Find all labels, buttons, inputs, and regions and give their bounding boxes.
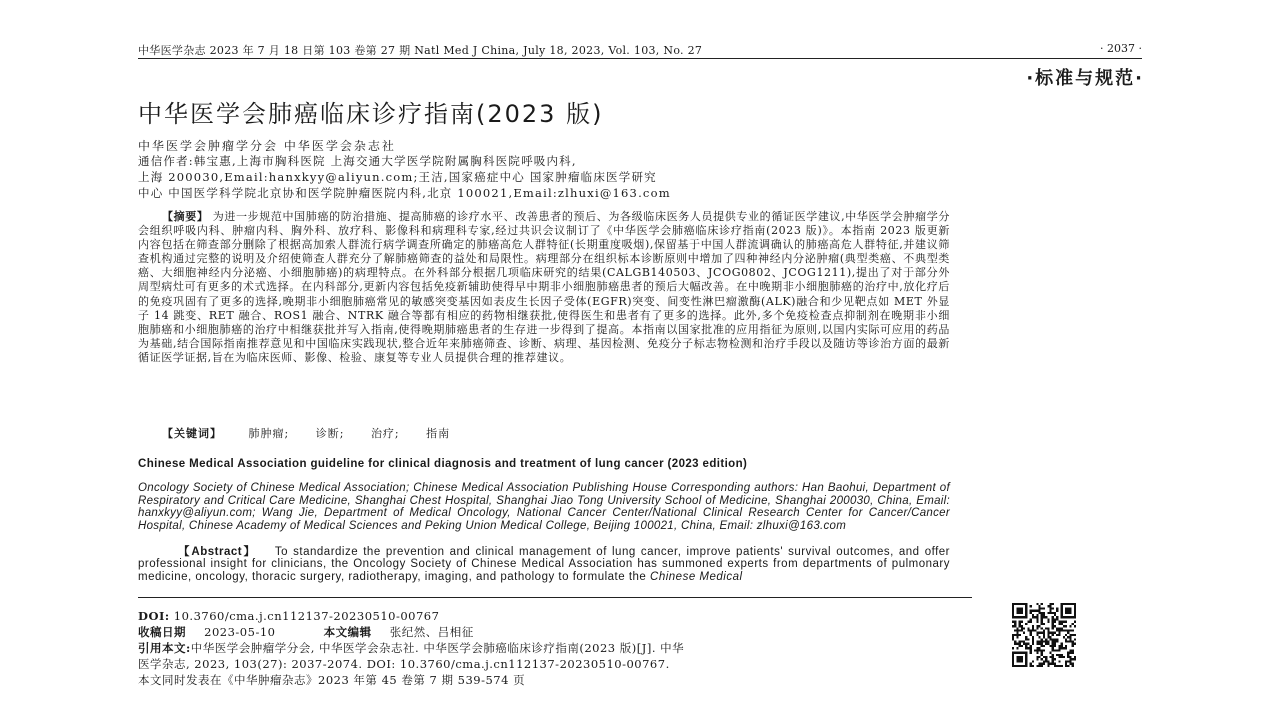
page-number: · 2037 · [1100, 42, 1142, 55]
abstract-text: 为进一步规范中国肺癌的防治措施、提高肺癌的诊疗水平、改善患者的预后、为各级临床医务人员提供专业的循证医学建议,中华医学会肿瘤学分会组织呼吸内科、肿瘤内科、胸外科、放疗科、影像科和病理科专家,经过共识会议制订了《中华医学会肺癌临床诊疗指南(2023 版)》。本指南 2023 版更新内容包括在筛查部分删除了根据高加索人群流行病学调查所确定的肺癌高危人群特征(长期重度吸烟),保留基于中国人群流调确认的肺癌高危人群特征,并建议筛查机构通过完整的说明及介绍使筛查人群充分了解肺癌筛查的益处和局限性。病理部分在组织标本诊断原则中增加了四种神经内分泌肿瘤(典型类癌、不典型类癌、大细胞神经内分泌癌、小细胞肺癌)的病理特点。在外科部分根据几项临床研究的结果(CALGB140503、JCOG0802、JCOG1211),提出了对于部分外周型病灶可有更多的术式选择。在内科部分,更新内容包括免疫新辅助使得早中期非小细胞肺癌患者的预后大幅改善。在中晚期非小细胞肺癌的治疗中,放化疗后的免疫巩固有了更多的选择,晚期非小细胞肺癌常见的敏感突变基因如表皮生长因子受体(EGFR)突变、间变性淋巴瘤激酶(ALK)融合和少见靶点如 MET 外显子 14 跳变、RET 融合、ROS1 融合、NTRK 融合等都有相应的药物相继获批,使得医生和患者有了更多的选择。此外,多个免疫检查点抑制剂在晚期非小细胞肺癌和小细胞肺癌的治疗中相继获批并写入指南,使得晚期肺癌患者的生存进一步得到了提高。本指南以国家批准的应用指征为原则,以国内实际可应用的药品为基础,结合国际指南推荐意见和中国临床实践现状,整合近年来肺癌筛查、诊断、病理、基因检测、免疫分子标志物检测和治疗手段以及随访等诊治方面的最新循证医学证据,旨在为临床医师、影像、检验、康复等专业人员提供合理的推荐建议。 [138, 210, 950, 364]
keyword: 诊断; [315, 427, 345, 440]
cite-label: 引用本文: [138, 641, 191, 655]
received-date: 2023-05-10 [204, 625, 276, 639]
keywords [162, 425, 472, 441]
abstract-label: 【摘要】 [162, 210, 209, 223]
correspondence-line: 中心 中国医学科学院北京协和医学院肿瘤医院内科,北京 100021,Email:zlhuxi@163.com [138, 186, 671, 200]
editor-label: 本文编辑 [323, 625, 372, 639]
keyword: 指南 [426, 427, 451, 440]
authors: 中华医学会肿瘤学分会 中华医学会杂志社 [138, 139, 396, 153]
doi-line [138, 608, 978, 624]
correspondence-line: 上海 200030,Email:hanxkyy@aliyun.com;王洁,国家癌症中心 国家肿瘤临床医学研究 [138, 170, 657, 184]
keyword: 肺肿瘤; [248, 427, 290, 440]
received-label: 收稿日期 [138, 625, 186, 639]
english-abstract-italic: Chinese Medical [650, 570, 743, 583]
article-title: 中华医学会肺癌临床诊疗指南(2023 版) [138, 100, 604, 128]
journal-citation-header: 中华医学杂志 2023 年 7 月 18 日第 103 卷第 27 期 Natl Med J China, July 18, 2023, Vol. 103, No. 27 [138, 44, 703, 57]
received-line [138, 624, 978, 640]
english-abstract-text: To standardize the prevention and clinical management of lung cancer, improve patients' survival outcomes, and offer professional insight for clinicians, the Oncology Society of Chinese Medical Association has summoned experts from departments of pulmonary medicine, oncology, thoracic surgery, radiotherapy, imaging, and pathology to formulate the [138, 546, 950, 583]
correspondence [138, 153, 948, 201]
section-tag: ·标准与规范· [1026, 68, 1144, 89]
keywords-label: 【关键词】 [162, 427, 222, 440]
footer-divider [138, 597, 972, 598]
copublication-note: 本文同时发表在《中华肿瘤杂志》2023 年第 45 卷第 7 期 539-574 页 [138, 673, 526, 687]
english-abstract-label: 【Abstract】 [178, 546, 257, 558]
abstract-chinese [138, 210, 950, 365]
correspondence-line: 通信作者:韩宝惠,上海市胸科医院 上海交通大学医学院附属胸科医院呼吸内科, [138, 154, 577, 168]
english-title: Chinese Medical Association guideline for clinical diagnosis and treatment of lung cancer (2023 edition) [138, 458, 748, 470]
qr-code-icon[interactable] [1012, 603, 1076, 667]
keyword: 治疗; [370, 427, 400, 440]
cite-text: 中华医学会肿瘤学分会, 中华医学会杂志社. 中华医学会肺癌临床诊疗指南(2023 版)[J]. 中华 [190, 641, 685, 655]
doi-link[interactable]: 10.3760/cma.j.cn112137-20230510-00767 [173, 609, 440, 623]
abstract-english [138, 546, 950, 583]
english-authors-affiliations: Oncology Society of Chinese Medical Association; Chinese Medical Association Publishing House Corresponding authors: Han Baohui, Department of Respiratory and Critical Care Medicine, Shanghai Chest Hospital, Shanghai Jiao Tong University School of Medicine, Shanghai 200030, China, Email: hanxkyy@aliyun.com; Wang Jie, Department of Medical Oncology, National Cancer Center/National Clinical Research Center for Cancer/Cancer Hospital, Chinese Academy of Medical Sciences and Peking Union Medical College, Beijing 100021, China, Email: zlhuxi@163.com [138, 482, 950, 532]
editor-names: 张纪然、吕相征 [389, 625, 474, 639]
running-header [138, 40, 1142, 59]
doi-label: DOI: [138, 609, 170, 623]
citation-line-2: 医学杂志, 2023, 103(27): 2037-2074. DOI: 10.3760/cma.j.cn112137-20230510-00767. [138, 657, 670, 671]
citation-line [138, 640, 978, 656]
article-footer [138, 608, 978, 688]
